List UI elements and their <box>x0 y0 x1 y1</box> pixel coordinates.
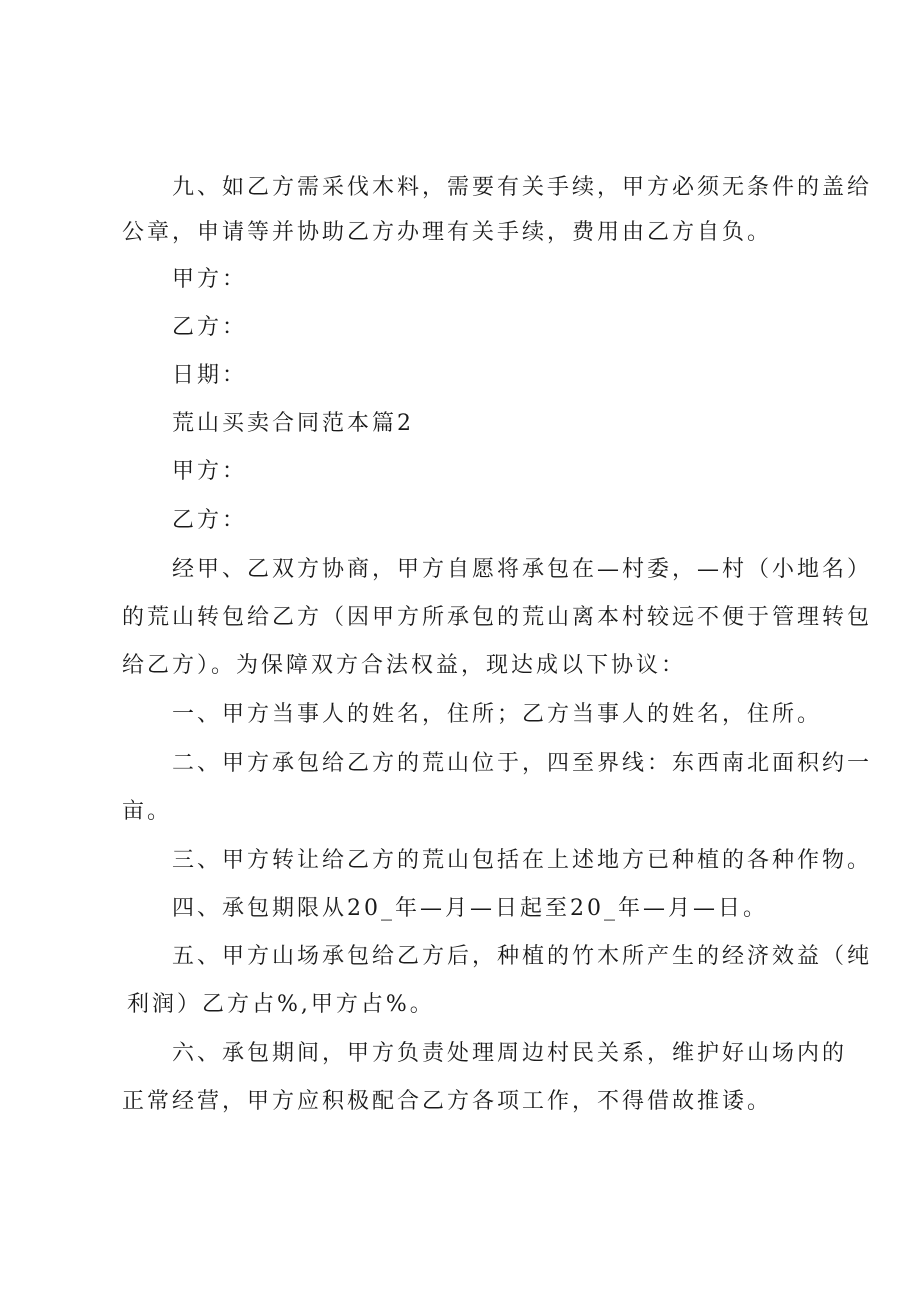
paragraph-line: 经甲、乙双方协商，甲方自愿将承包在—村委，—村（小地名） <box>172 557 873 582</box>
clause-line: 六、承包期间，甲方负责处理周边村民关系，维护好山场内的 <box>172 1041 848 1066</box>
party-b-label: 乙方： <box>172 508 248 533</box>
party-a-label: 甲方： <box>172 459 248 484</box>
party-a-label: 甲方： <box>172 267 248 292</box>
clause-line: 利润）乙方占%,甲方占%。 <box>127 992 435 1017</box>
clause-line: 五、甲方山场承包给乙方后，种植的竹木所产生的经济效益（纯 <box>172 944 873 969</box>
clause-line: 亩。 <box>122 799 173 824</box>
paragraph-line: 的荒山转包给乙方（因甲方所承包的荒山离本村较远不便于管理转包 <box>122 605 873 630</box>
clause-line: 四、承包期限从20_年—月—日起至20_年—月—日。 <box>172 896 768 921</box>
party-b-label: 乙方： <box>172 315 248 340</box>
clause-line: 正常经营，甲方应积极配合乙方各项工作，不得借故推诿。 <box>122 1089 773 1114</box>
clause-line: 三、甲方转让给乙方的荒山包括在上述地方已种植的各种作物。 <box>172 848 873 873</box>
clause-line: 二、甲方承包给乙方的荒山位于，四至界线：东西南北面积约一 <box>172 751 873 776</box>
clause-line: 一、甲方当事人的姓名，住所；乙方当事人的姓名，住所。 <box>172 702 823 727</box>
section-heading: 荒山买卖合同范本篇2 <box>172 411 414 436</box>
paragraph-line: 九、如乙方需采伐木料，需要有关手续，甲方必须无条件的盖给 <box>172 175 873 200</box>
paragraph-line: 公章，申请等并协助乙方办理有关手续，费用由乙方自负。 <box>122 220 773 245</box>
date-label: 日期： <box>172 363 248 388</box>
paragraph-line: 给乙方）。为保障双方合法权益，现达成以下协议： <box>122 653 687 678</box>
